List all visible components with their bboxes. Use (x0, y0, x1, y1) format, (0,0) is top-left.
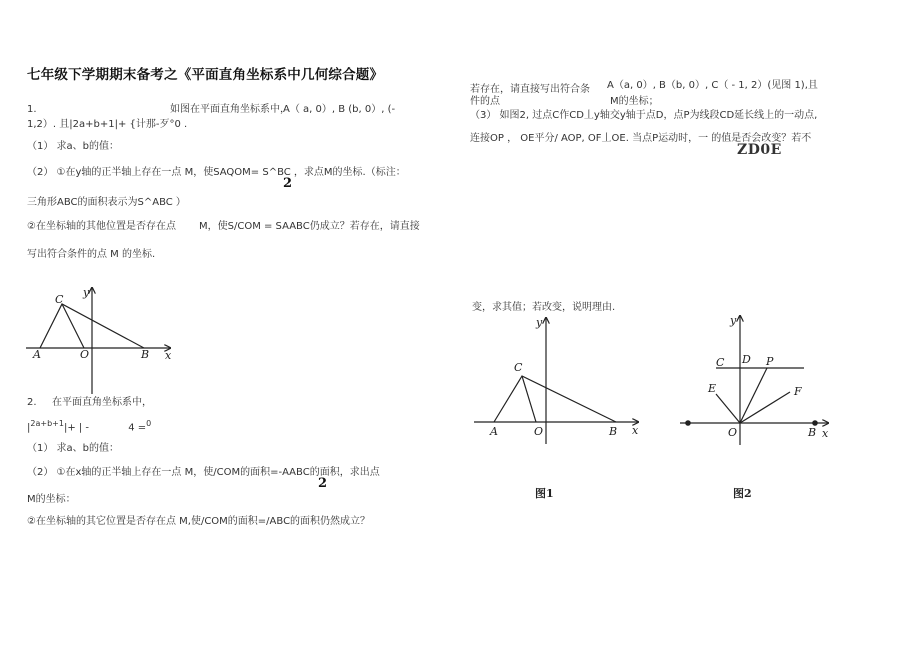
problem1-note: 三角形ABC的面积表示为S^ABC ） (27, 197, 186, 208)
fig1-label-y: y (536, 316, 543, 329)
problem1-coords: A（ a, 0）, B (b, 0）, (- (283, 104, 396, 115)
problem2-fraction-denominator: 2 (318, 476, 328, 491)
problem1-condition: 1,2）. 且|2a+b+1|+ {计那-歹°0 . (27, 119, 188, 130)
fig2-label-b: B (808, 426, 817, 439)
problem2-expression: $|^{2a+b+1}|+$ | - 4 =$^0$ (27, 419, 152, 434)
label-c: C (55, 293, 64, 306)
problem1-question2: （2） ①在y轴的正半轴上存在一点 M，使SAQOM= S^BC ，求点M的坐标.（标注： (27, 167, 406, 178)
problem2-intro: 在平面直角坐标系中， (52, 397, 152, 408)
fig1-label-a: A (490, 425, 498, 438)
fig2-label-o: O (728, 426, 738, 439)
problem1-fraction-denominator: 2 (283, 176, 293, 191)
problem2-question2b: ②在坐标轴的其它位置是否存在点 M,使/COM的面积=/ABC的面积仍然成立？ (27, 516, 371, 527)
fig2-point-a (685, 420, 691, 426)
label-y: y (83, 286, 90, 299)
fig1-label-x: x (632, 424, 639, 437)
fig2-label-d: D (742, 353, 751, 366)
label-o: O (80, 348, 90, 361)
fig1-segment-co (522, 376, 536, 422)
problem1-question2b-line2: 写出符合条件的点 M 的坐标. (27, 249, 156, 260)
fig2-label-e: E (708, 382, 717, 395)
problem1-number: 1. (27, 104, 37, 115)
figure-1 (470, 314, 650, 444)
right-line1a: 若存在，请直接写出符合条 (470, 84, 590, 95)
right-question3-line3: 变，求其值；若改变，说明理由. (472, 302, 616, 313)
segment-co (62, 304, 84, 348)
page-title: 七年级下学期期末备考之《平面直角坐标系中几何综合题》 (27, 67, 384, 83)
fig2-segment-oe (716, 394, 740, 423)
right-fraction-zdoe: ZD0E (737, 142, 782, 158)
right-question3-line2: 连接OP ， OE平分/ AOP, OF丄OE. 当点P运动时，一 的值是否会改变？若不 (470, 133, 812, 144)
fig2-label-y: y (730, 314, 737, 327)
problem2-question2: （2） ①在x轴的正半轴上存在一点 M，使/COM的面积=-AABC的面积，求出点 (27, 467, 380, 478)
right-m-coord: M的坐标； (610, 96, 659, 107)
fig2-label-p: P (766, 355, 774, 368)
caption-figure-1: 图1 (535, 487, 554, 500)
problem1-intro: 如图在平面直角坐标系中， (170, 104, 290, 115)
figure-2 (680, 310, 840, 490)
label-x: x (165, 349, 172, 362)
right-question3: （3） 如图2, 过点C作CD丄y轴交y轴于点D，点P为线段CD延长线上的一动点, (470, 110, 818, 121)
label-b: B (141, 348, 150, 361)
problem2-question2-line2: M的坐标： (27, 494, 76, 505)
problem1-question2b-left: ②在坐标轴的其他位置是否存在点 (27, 221, 176, 232)
fig1-label-o: O (534, 425, 544, 438)
problem1-question1: （1） 求a、b的值： (27, 141, 120, 152)
problem2-number: 2. (27, 397, 37, 408)
fig1-label-b: B (609, 425, 618, 438)
fig2-label-c: C (716, 356, 725, 369)
fig2-point-b (812, 420, 818, 426)
caption-figure-2: 图2 (733, 487, 752, 500)
label-a: A (33, 348, 41, 361)
fig1-label-c: C (514, 361, 523, 374)
fig1-triangle-abc (494, 376, 616, 422)
fig2-label-f: F (794, 385, 802, 398)
right-coords: A（a, 0）, B（b, 0）, C（ - 1, 2）(见图 1),且 (607, 80, 818, 91)
fig2-label-x: x (822, 427, 829, 440)
right-line1b: 件的点 (470, 96, 500, 107)
problem2-question1: （1） 求a、b的值： (27, 443, 120, 454)
figure-problem1 (22, 284, 182, 399)
problem1-question2b-right: M，使S/COM = SAABC仍成立？若存在，请直接 (199, 221, 420, 232)
